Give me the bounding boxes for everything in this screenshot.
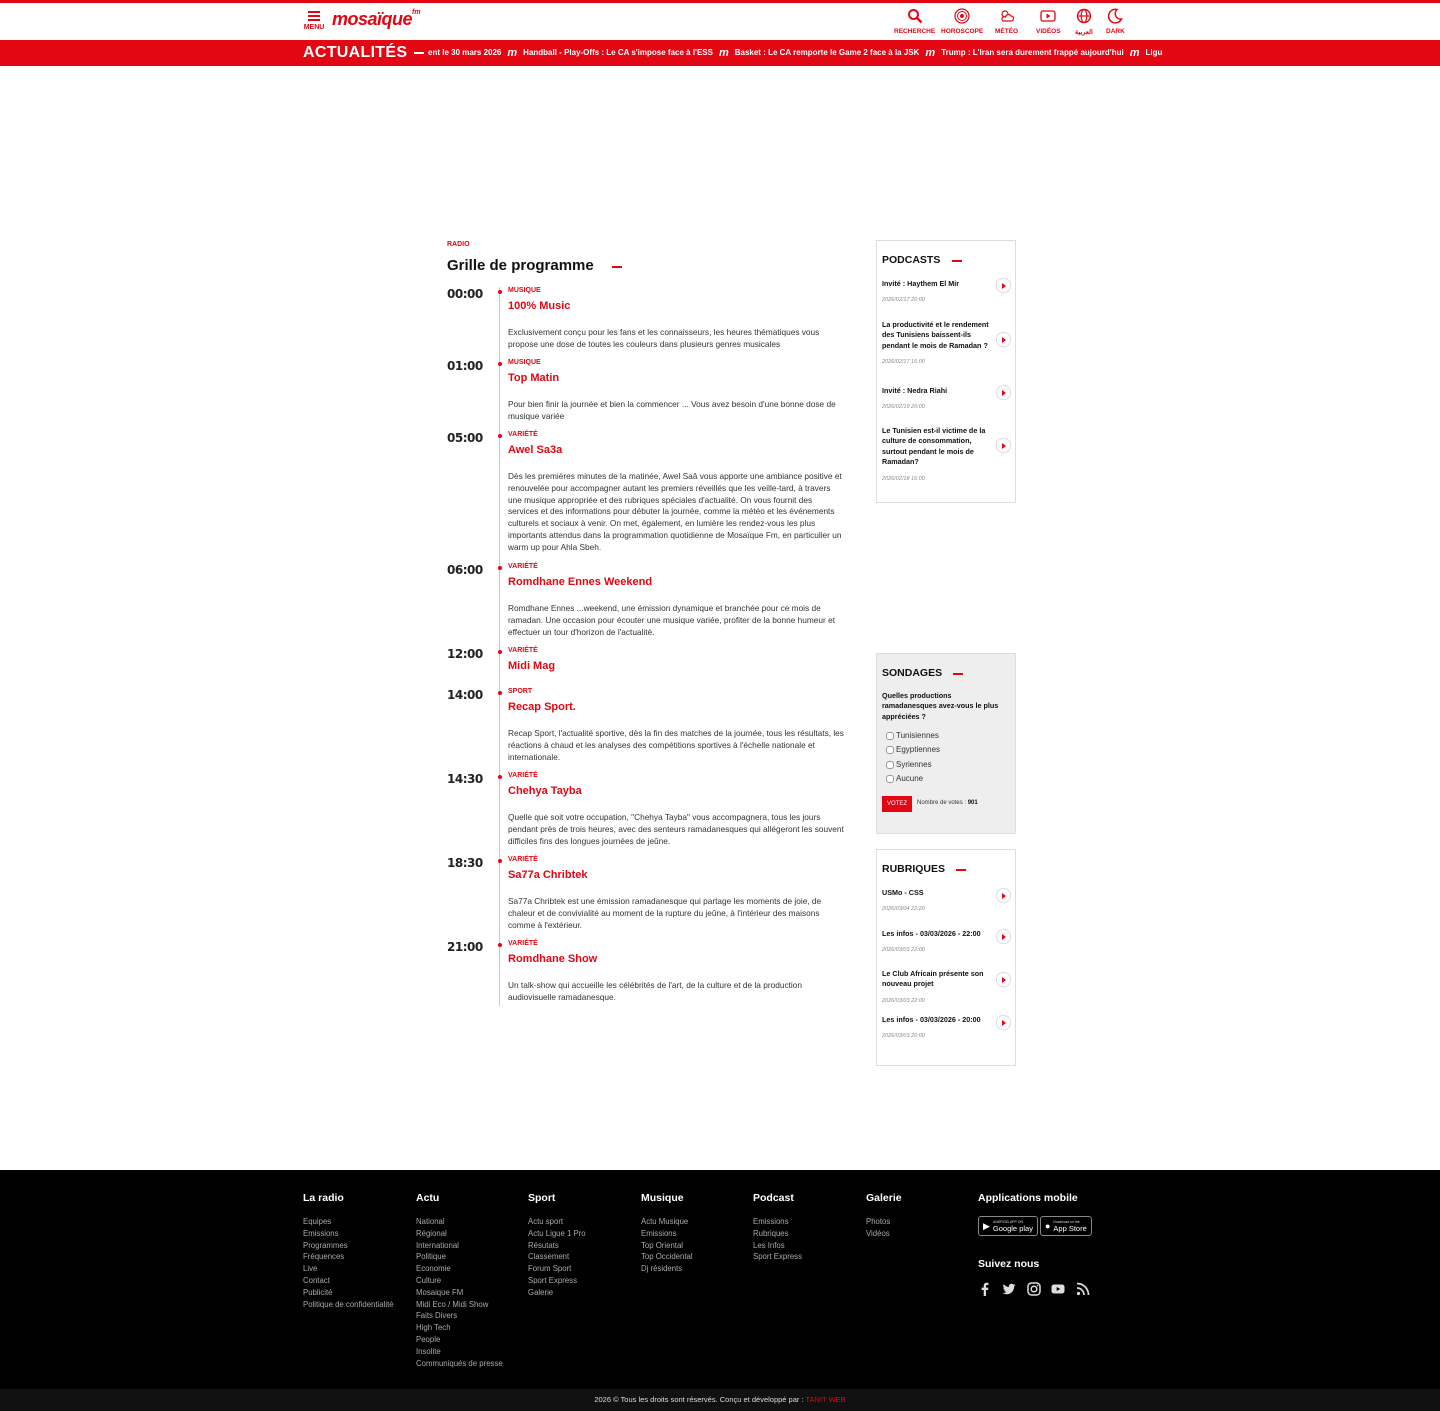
schedule-category: VARIÉTÉ — [508, 563, 538, 570]
schedule-category: SPORT — [508, 688, 533, 695]
logo-sub: fm — [412, 9, 421, 16]
podcast-date: 2026/02/18 16:00 — [882, 475, 925, 482]
footer-link[interactable]: Fréquences — [303, 1252, 345, 1262]
play-icon[interactable] — [996, 385, 1011, 400]
footer-column-musique — [641, 1192, 693, 1275]
rubriques-box — [876, 849, 1016, 1066]
footer-link[interactable]: Dj résidents — [641, 1264, 683, 1274]
podcasts-title: PODCASTS — [882, 254, 941, 266]
timeline-dot — [498, 566, 502, 570]
news-ticker-dash — [414, 52, 424, 54]
schedule-description: Dès les premières minutes de la matinée, Awel Saâ vous apporte une ambiance positive et renouvelée pour accompagner autant les premiers réveillés que les veille-tard, à travers une musique appropriée et des rubriques spéciales d'actualité. On vous fournit des services et des informations pour débuter la journée, comme la météo et les événements culturels et sociaux à venir. On met, également, en lumière les rendez-vous les plus importants attendus dans la programmation quotidienne de Mosaïque Fm, en particulier un warm up pour Ahla Sbeh. — [508, 471, 842, 552]
nav-horoscope[interactable] — [941, 8, 983, 35]
menu-label: MENU — [303, 24, 325, 31]
footer-column-title: Musique — [641, 1192, 684, 1204]
podcast-title: Invité : Haythem El Mir — [882, 279, 960, 288]
footer-link[interactable]: Publicité — [303, 1287, 333, 1297]
timeline-dot — [498, 691, 502, 695]
apple-icon: ● — [1044, 1221, 1051, 1231]
footer-link[interactable]: Les Infos — [753, 1240, 785, 1250]
rubrique-title: USMo - CSS — [882, 888, 924, 897]
vote-count-value: 901 — [967, 800, 978, 806]
play-icon[interactable] — [996, 278, 1011, 293]
footer-link[interactable]: Culture — [416, 1275, 442, 1285]
footer-link[interactable]: Contact — [303, 1275, 330, 1285]
schedule-time: 21:00 — [447, 940, 483, 954]
schedule-category: VARIÉTÉ — [508, 647, 538, 654]
schedule-show-name[interactable]: 100% Music — [508, 300, 571, 312]
schedule-time: 14:00 — [447, 688, 483, 702]
social-links — [978, 1282, 1118, 1301]
poll-option-label: Aucune — [896, 774, 924, 783]
mosaique-m-icon: m — [507, 47, 518, 59]
schedule-category: VARIÉTÉ — [508, 431, 538, 438]
schedule-description: Sa77a Chribtek est une émission ramadanesque qui partage les moments de joie, de chaleur et de convivialité au moment de la rupture du jeûne, à l'intérieur des maisons comme à l'extérieur. — [508, 896, 822, 930]
polls-title: SONDAGES — [882, 667, 943, 679]
rubrique-title: Les infos - 03/03/2026 - 20:00 — [882, 1015, 981, 1024]
footer-link[interactable]: Programmes — [303, 1240, 348, 1250]
rubrique-date: 2026/03/03 20:00 — [882, 1033, 925, 1040]
ticker-item[interactable]: Ligu — [1145, 48, 1163, 57]
nav-dark-mode[interactable] — [1106, 8, 1125, 35]
radio-button[interactable] — [886, 775, 894, 783]
podcast-date: 2026/02/19 20:00 — [882, 404, 925, 411]
footer-link[interactable]: Top Oriental — [641, 1240, 684, 1250]
footer-link[interactable]: Photos — [866, 1217, 891, 1226]
radio-button[interactable] — [886, 732, 894, 740]
schedule-show-name[interactable]: Recap Sport. — [508, 701, 576, 713]
schedule-time: 01:00 — [447, 359, 483, 373]
schedule-category: MUSIQUE — [508, 287, 541, 294]
schedule-description: Recap Sport, l'actualité sportive, dès la fin des matches de la journée, tous les résultats, les réactions à chaud et les analyses des compétitions sportives à l'échelle nationale et internationale. — [508, 728, 844, 762]
podcast-item[interactable] — [882, 279, 1010, 303]
poll-option[interactable] — [886, 745, 940, 754]
news-ticker — [428, 47, 1163, 61]
video-icon — [1040, 8, 1056, 24]
mosaique-m-icon: m — [1129, 47, 1140, 59]
ticker-item[interactable]: Trump : L'Iran sera durement frappé aujourd'hui — [941, 48, 1124, 57]
weather-icon — [999, 8, 1015, 24]
copyright-text: 2026 © Tous les droits sont réservés. Conçu et développé par : — [594, 1395, 804, 1404]
poll-option[interactable] — [886, 774, 923, 783]
schedule-time: 18:30 — [447, 856, 483, 870]
nav-arabic[interactable] — [1075, 8, 1093, 36]
google-play-badge[interactable] — [978, 1216, 1038, 1236]
app-store-badge[interactable] — [1040, 1216, 1092, 1236]
play-icon[interactable] — [996, 1015, 1011, 1030]
polls-box — [876, 653, 1016, 834]
schedule-description: Exclusivement conçu pour les fans et les connaisseurs, les heures thématiques vous propose une dose de toutes les couleurs dans plusieurs genres musicales — [508, 327, 820, 349]
schedule-show-name[interactable]: Sa77a Chribtek — [508, 869, 588, 881]
rubrique-item[interactable] — [882, 929, 1010, 953]
footer-link[interactable]: Top Occidental — [641, 1252, 693, 1262]
nav-horoscope-label: HOROSCOPE — [941, 28, 984, 35]
google-play-icon: ▶ — [983, 1220, 990, 1231]
logo-text: mosaïque — [332, 9, 413, 29]
podcast-item[interactable] — [882, 320, 1010, 365]
app-store-big: App Store — [1053, 1223, 1087, 1233]
schedule-time: 12:00 — [447, 647, 483, 661]
footer-link[interactable]: Actu sport — [528, 1217, 564, 1226]
rss-icon[interactable] — [1076, 1282, 1090, 1301]
footer-link[interactable]: Vidéos — [866, 1228, 890, 1238]
site-logo[interactable] — [332, 9, 421, 31]
footer-link[interactable]: Communiqués de presse — [416, 1358, 503, 1368]
schedule-show-name[interactable]: Romdhane Ennes Weekend — [508, 576, 653, 588]
search-icon — [907, 8, 923, 24]
schedule-show-name[interactable]: Romdhane Show — [508, 953, 598, 965]
footer-link[interactable]: Régional — [416, 1228, 447, 1238]
schedule-show-name[interactable]: Top Matin — [508, 372, 560, 384]
menu-button[interactable] — [303, 9, 325, 31]
footer-link[interactable]: Sport Express — [753, 1252, 802, 1262]
podcast-title: Invité : Nedra Riahi — [882, 386, 948, 395]
podcasts-title-dash — [952, 260, 962, 262]
news-ticker-title: ACTUALITÉS — [303, 44, 408, 61]
instagram-icon[interactable] — [1027, 1282, 1041, 1301]
podcast-item[interactable] — [882, 386, 1010, 410]
polls-title-dash — [953, 673, 963, 675]
schedule-category: VARIÉTÉ — [508, 940, 538, 947]
rubrique-item[interactable] — [882, 969, 1010, 1004]
site-header — [0, 3, 1440, 40]
timeline-dot — [498, 775, 502, 779]
footer-apps — [978, 1192, 1118, 1301]
footer-link[interactable]: Faits Divers — [416, 1311, 458, 1321]
schedule-show-name[interactable]: Awel Sa3a — [508, 444, 563, 456]
hamburger-icon — [303, 11, 325, 21]
nav-videos[interactable] — [1036, 8, 1061, 35]
nav-videos-label: VIDÉOS — [1036, 28, 1061, 35]
play-icon[interactable] — [996, 972, 1011, 987]
copyright-bar — [0, 1389, 1440, 1411]
ticker-item[interactable]: Basket : Le CA remporte le Game 2 face à la JSK — [734, 48, 920, 57]
schedule-show-name[interactable]: Chehya Tayba — [508, 785, 582, 797]
footer-link[interactable]: Classement — [528, 1252, 570, 1262]
poll-option-label: Egyptiennes — [896, 745, 941, 754]
footer-column-title: La radio — [303, 1192, 344, 1204]
developer-link[interactable]: TANIT WEB — [805, 1395, 846, 1404]
footer-link[interactable]: Economie — [416, 1264, 451, 1274]
google-play-small: ANDROID APP ON — [992, 1219, 1024, 1224]
footer-link[interactable]: Actu Musique — [641, 1217, 689, 1226]
footer-column-title: Actu — [416, 1192, 440, 1204]
rubrique-date: 2026/03/03 22:00 — [882, 997, 925, 1004]
footer-link[interactable]: Equipes — [303, 1217, 332, 1226]
play-icon[interactable] — [996, 929, 1011, 944]
podcast-item[interactable] — [882, 426, 1010, 482]
rubrique-date: 2026/03/04 22:20 — [882, 906, 925, 913]
site-footer — [0, 1170, 1440, 1389]
poll-option-label: Syriennes — [896, 760, 932, 769]
podcast-date: 2026/02/17 16:00 — [882, 359, 925, 366]
vote-button[interactable]: VOTEZ — [882, 796, 912, 812]
footer-column-radio — [303, 1192, 394, 1310]
podcasts-box — [876, 240, 1016, 503]
globe-icon — [1076, 8, 1092, 24]
footer-link[interactable]: Emissions — [753, 1217, 789, 1226]
play-icon[interactable] — [996, 888, 1011, 903]
footer-link[interactable]: Actu Ligue 1 Pro — [528, 1228, 586, 1238]
schedule-category: VARIÉTÉ — [508, 856, 538, 863]
podcast-title: La productivité et le rendement des Tunisiens baissent-ils pendant le mois de Ramadan ? — [882, 320, 989, 350]
footer-link[interactable]: Galerie — [528, 1287, 554, 1297]
footer-link[interactable]: Sport Express — [528, 1275, 577, 1285]
footer-link[interactable]: Emissions — [641, 1228, 677, 1238]
schedule-time: 00:00 — [447, 287, 483, 301]
vote-count-label: Nombre de votes : — [917, 800, 967, 806]
apps-title: Applications mobile — [978, 1192, 1078, 1204]
rubriques-title-dash — [956, 869, 966, 871]
schedule-time: 05:00 — [447, 431, 483, 445]
rubrique-date: 2026/03/03 22:00 — [882, 947, 925, 954]
rubrique-item[interactable] — [882, 1015, 1010, 1039]
poll-option-label: Tunisiennes — [896, 731, 939, 740]
footer-link[interactable]: Rubriques — [753, 1228, 789, 1238]
footer-link[interactable]: National — [416, 1217, 445, 1226]
rubriques-title: RUBRIQUES — [882, 863, 946, 875]
footer-column-title: Podcast — [753, 1192, 794, 1204]
timeline-dot — [498, 362, 502, 366]
radio-button[interactable] — [886, 746, 894, 754]
footer-link[interactable]: Politique de confidentialité — [303, 1299, 394, 1309]
timeline-line — [499, 287, 500, 1006]
footer-column-actu — [416, 1192, 503, 1369]
footer-link[interactable]: Emissions — [303, 1228, 339, 1238]
schedule-time: 06:00 — [447, 563, 483, 577]
facebook-icon[interactable] — [978, 1282, 992, 1301]
rubrique-title: Les infos - 03/03/2026 - 22:00 — [882, 929, 981, 938]
podcast-title: Le Tunisien est-il victime de la culture de consommation, surtout pendant le mois de Ramadan? — [882, 426, 986, 467]
footer-column-galerie — [866, 1192, 902, 1240]
vote-count — [917, 800, 978, 806]
nav-dark-label: DARK — [1106, 28, 1125, 35]
schedule-category: VARIÉTÉ — [508, 772, 538, 779]
schedule-time: 14:30 — [447, 772, 483, 786]
footer-column-title: Sport — [528, 1192, 556, 1204]
nav-search-label: RECHERCHE — [894, 28, 936, 35]
timeline-dot — [498, 290, 502, 294]
nav-search[interactable] — [894, 8, 935, 35]
timeline-dot — [498, 650, 502, 654]
app-store-small: Download on the — [1053, 1219, 1080, 1224]
rubrique-title: Le Club Africain présente son nouveau projet — [882, 969, 984, 989]
rubrique-item[interactable] — [882, 888, 1010, 912]
footer-link[interactable]: International — [416, 1240, 459, 1250]
ticker-item[interactable]: ent le 30 mars 2026 — [428, 48, 502, 57]
footer-link[interactable]: Insolite — [416, 1346, 441, 1356]
footer-link[interactable]: High Tech — [416, 1323, 451, 1333]
horoscope-icon — [954, 8, 970, 24]
news-ticker-bar — [0, 40, 1440, 66]
timeline-dot — [498, 859, 502, 863]
title-dash — [612, 266, 622, 268]
schedule-description: Romdhane Ennes ...weekend, une émission dynamique et branchée pour ce mois de ramadan. Une occasion pour écouter une musique variée, profiter de la bonne humeur et effectuer un tour d'horizon de l'actualité. — [508, 603, 836, 637]
footer-link[interactable]: Midi Eco / Midi Show — [416, 1299, 489, 1309]
schedule-description: Pour bien finir la journée et bien la commencer ... Vous avez besoin d'une bonne dose de musique variée — [508, 399, 836, 421]
timeline-dot — [498, 434, 502, 438]
moon-icon — [1107, 8, 1123, 24]
footer-link[interactable]: Mosaique FM — [416, 1287, 464, 1297]
poll-option[interactable] — [886, 731, 939, 740]
mosaique-m-icon: m — [925, 47, 936, 59]
footer-link[interactable]: Forum Sport — [528, 1264, 572, 1274]
poll-option[interactable] — [886, 760, 932, 769]
play-icon[interactable] — [996, 332, 1011, 347]
footer-column-podcast — [753, 1192, 802, 1263]
footer-link[interactable]: People — [416, 1334, 441, 1344]
follow-title: Suivez nous — [978, 1258, 1040, 1270]
twitter-icon[interactable] — [1002, 1282, 1016, 1301]
schedule-description: Quelle que soit votre occupation, "Chehya Tayba" vous accompagnera, tous les jours pendant près de trois heures, avec des senteurs ramadanesques qui allégeront les souvent difficiles fins des longues journées de jeûne. — [508, 812, 844, 846]
page-title: Grille de programme — [447, 257, 594, 274]
breadcrumb[interactable]: RADIO — [447, 241, 470, 248]
podcast-date: 2026/02/17 20:00 — [882, 297, 925, 304]
footer-column-sport — [528, 1192, 586, 1299]
schedule-category: MUSIQUE — [508, 359, 541, 366]
nav-arabic-label: العربية — [1075, 29, 1093, 36]
radio-button[interactable] — [886, 761, 894, 769]
play-icon[interactable] — [996, 438, 1011, 453]
footer-link[interactable]: Live — [303, 1264, 318, 1274]
google-play-big: Google play — [992, 1223, 1033, 1233]
timeline-dot — [498, 943, 502, 947]
nav-weather-label: MÉTÉO — [995, 28, 1019, 35]
footer-link[interactable]: Politique — [416, 1252, 446, 1262]
poll-question: Quelles productions ramadanesques avez-vous le plus appréciées ? — [882, 691, 999, 721]
ticker-item[interactable]: Handball - Play-Offs : Le CA s'impose face à l'ESS — [523, 48, 713, 57]
footer-link[interactable]: Résutats — [528, 1240, 559, 1250]
schedule-description: Un talk-show qui accueille les célébrités de l'art, de la culture et de la production audiovisuelle ramadanesque. — [508, 980, 802, 1002]
footer-column-title: Galerie — [866, 1192, 902, 1204]
schedule-show-name[interactable]: Midi Mag — [508, 660, 556, 672]
nav-weather[interactable] — [995, 8, 1018, 35]
youtube-icon[interactable] — [1051, 1282, 1065, 1301]
mosaique-m-icon: m — [718, 47, 729, 59]
